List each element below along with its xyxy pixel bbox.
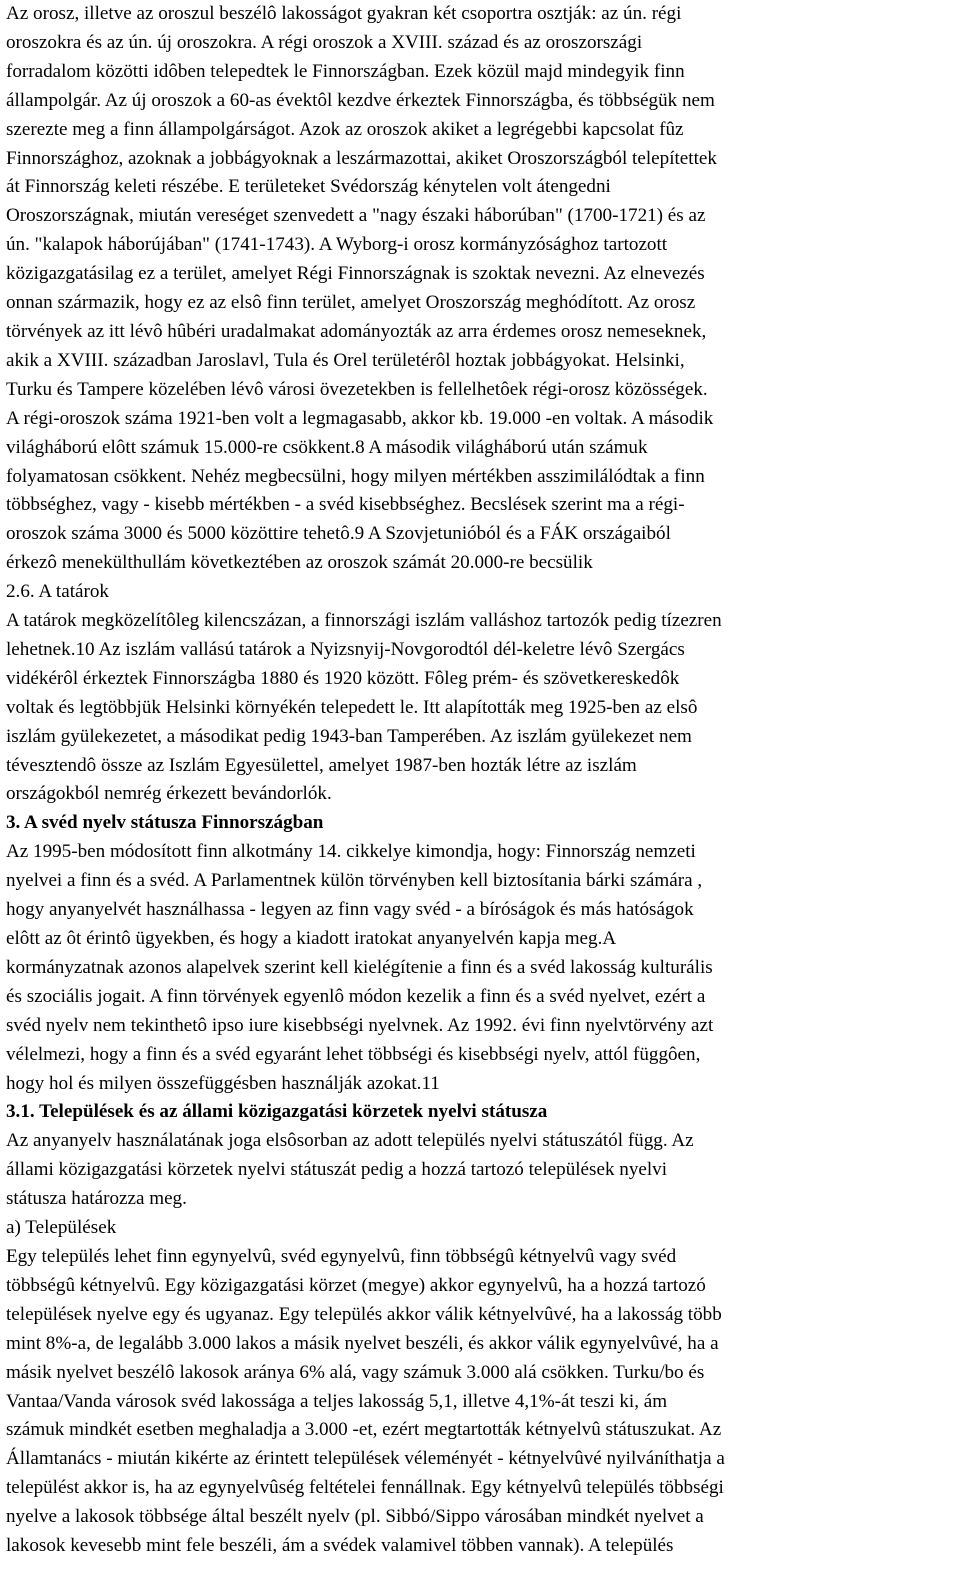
text-line: települések nyelve egy és ugyanaz. Egy település akkor válik kétnyelvûvé, ha a lakosság több xyxy=(6,1303,722,1325)
text-line: svéd nyelv nem tekinthetô ipso iure kisebbségi nyelvnek. Az 1992. évi finn nyelvtörvény azt xyxy=(6,1014,714,1036)
text-line: szerezte meg a finn állampolgárságot. Azok az oroszok akiket a legrégebbi kapcsolat fûz xyxy=(6,118,684,140)
text-line: iszlám gyülekezetet, a másodikat pedig 1943-ban Tamperében. Az iszlám gyülekezet nem xyxy=(6,725,692,747)
text-line: oroszokra és az ún. új oroszokra. A régi oroszok a XVIII. század és az oroszországi xyxy=(6,31,643,53)
section-heading-line: 3. A svéd nyelv státusza Finnországban xyxy=(6,812,324,834)
text-line: országokból nemrég érkezett bevándorlók. xyxy=(6,783,332,805)
text-line: elôtt az ôt érintô ügyekben, és hogy a kiadott iratokat anyanyelvén kapja meg.A xyxy=(6,928,617,949)
text-line: hogy anyanyelvét használhassa - legyen az finn vagy svéd - a bíróságok és más hatóságok xyxy=(6,899,694,921)
text-line: A régi-oroszok száma 1921-ben volt a legmagasabb, akkor kb. 19.000 -en voltak. A második xyxy=(6,407,714,429)
text-line: érkezô menekülthullám következtében az oroszok számát 20.000-re becsülik xyxy=(6,552,593,574)
text-line: át Finnország keleti részébe. E területeket Svédország kénytelen volt átengedni xyxy=(6,176,611,198)
text-line: többségû kétnyelvû. Egy közigazgatási körzet (megye) akkor egynyelvû, ha a hozzá tartozó xyxy=(6,1274,706,1296)
text-line: mint 8%-a, de legalább 3.000 lakos a másik nyelvet beszéli, és akkor válik egynyelvûvé, ha a xyxy=(6,1332,719,1354)
text-line: folyamatosan csökkent. Nehéz megbecsülni, hogy milyen mértékben asszimilálódtak a finn xyxy=(6,465,705,487)
text-line: állampolgár. Az új oroszok a 60-as évektôl kezdve érkeztek Finnországba, és többségük nem xyxy=(6,89,715,111)
text-line: Oroszországnak, miután vereséget szenvedett a "nagy északi háborúban" (1700-1721) és az xyxy=(6,205,706,227)
text-line: települést akkor is, ha az egynyelvûség feltételei fennállnak. Egy kétnyelvû település többségi xyxy=(6,1477,724,1499)
text-line: Államtanács - miután kikérte az érintett települések véleményét - kétnyelvûvé nyilváníthatja a xyxy=(6,1448,725,1470)
document-page xyxy=(6,0,956,1561)
text-line: nyelve a lakosok többsége által beszélt nyelv (pl. Sibbó/Sippo városában mindkét nyelvet a xyxy=(6,1506,704,1528)
text-line: kormányzatnak azonos alapelvek szerint kell kielégítenie a finn és a svéd lakosság kulturális xyxy=(6,956,713,978)
text-line: nyelvei a finn és a svéd. A Parlamentnek külön törvényben kell biztosítania bárki számára , xyxy=(6,870,703,892)
text-line: forradalom közötti idôben telepedtek le Finnországban. Ezek közül majd mindegyik finn xyxy=(6,60,685,82)
text-line: közigazgatásilag ez a terület, amelyet Régi Finnországnak is szoktak nevezni. Az elnevezés xyxy=(6,263,705,285)
text-line: vidékérôl érkeztek Finnországba 1880 és 1920 között. Fôleg prém- és szövetkereskedôk xyxy=(6,667,680,689)
text-line: ún. "kalapok háborújában" (1741-1743). A Wyborg-i orosz kormányzósághoz tartozott xyxy=(6,234,668,256)
text-line: Finnországhoz, azoknak a jobbágyoknak a leszármazottai, akiket Oroszországból telepítettek xyxy=(6,147,717,169)
text-line: Egy település lehet finn egynyelvû, svéd egynyelvû, finn többségû kétnyelvû vagy svéd xyxy=(6,1245,677,1267)
text-line: Az anyanyelv használatának joga elsôsorban az adott település nyelvi státuszától függ. Az xyxy=(6,1130,694,1152)
text-line: számuk mindkét esetben meghaladja a 3.000 -et, ezért megtartották kétnyelvû státuszukat. Az xyxy=(6,1419,722,1441)
text-line: hogy hol és milyen összefüggésben használják azokat.11 xyxy=(6,1072,440,1094)
text-line: és szociális jogait. A finn törvények egyenlô módon kezelik a finn és a svéd nyelvet, ezért a xyxy=(6,985,706,1007)
text-line: világháború elôtt számuk 15.000-re csökkent.8 A második világháború után számuk xyxy=(6,436,648,458)
text-line: többséghez, vagy - kisebb mértékben - a svéd kisebbséghez. Becslések szerint ma a régi- xyxy=(6,494,685,516)
text-line: A tatárok megközelítôleg kilencszázan, a finnországi iszlám valláshoz tartozók pedig tízezren xyxy=(6,610,722,632)
text-line: másik nyelvet beszélô lakosok aránya 6% alá, vagy számuk 3.000 alá csökken. Turku/bo és xyxy=(6,1361,705,1383)
text-line: voltak és legtöbbjük Helsinki környékén telepedett le. Itt alapították meg 1925-ben az elsô xyxy=(6,696,698,718)
text-line: Az orosz, illetve az oroszul beszélô lakosságot gyakran két csoportra osztják: az ún. régi xyxy=(6,3,682,24)
text-line: 2.6. A tatárok xyxy=(6,581,109,603)
section-heading-line: 3.1. Települések és az állami közigazgatási körzetek nyelvi státusza xyxy=(6,1101,548,1123)
text-line: tévesztendô össze az Iszlám Egyesülettel, amelyet 1987-ben hozták létre az iszlám xyxy=(6,754,637,776)
text-line: állami közigazgatási körzetek nyelvi státuszát pedig a hozzá tartozó települések nyelvi xyxy=(6,1159,668,1181)
text-line: onnan származik, hogy ez az elsô finn terület, amelyet Oroszország meghódított. Az orosz xyxy=(6,292,696,314)
text-line: Az 1995-ben módosított finn alkotmány 14. cikkelye kimondja, hogy: Finnország nemzeti xyxy=(6,841,696,863)
text-line: lakosok kevesebb mint fele beszéli, ám a svédek valamivel többen vannak). A település xyxy=(6,1535,674,1557)
text-line: Turku és Tampere közelében lévô városi övezetekben is fellelhetôek régi-orosz közösségek. xyxy=(6,378,708,400)
text-line: státusza határozza meg. xyxy=(6,1188,187,1210)
text-line: lehetnek.10 Az iszlám vallású tatárok a Nyizsnyij-Novgorodtól dél-keletre lévô Szergács xyxy=(6,638,685,660)
text-line: törvények az itt lévô hûbéri uradalmakat adományozták az arra érdemes orosz nemeseknek, xyxy=(6,320,707,342)
text-line: oroszok száma 3000 és 5000 közöttire tehetô.9 A Szovjetunióból és a FÁK országaiból xyxy=(6,523,671,545)
text-line: Vantaa/Vanda városok svéd lakossága a teljes lakosság 5,1, illetve 4,1%-át teszi ki, ám xyxy=(6,1390,668,1412)
text-line: a) Települések xyxy=(6,1217,117,1239)
text-line: akik a XVIII. században Jaroslavl, Tula és Orel területérôl hoztak jobbágyokat. Helsinki, xyxy=(6,349,685,371)
text-line: vélelmezi, hogy a finn és a svéd egyaránt lehet többségi és kisebbségi nyelv, attól függôen, xyxy=(6,1043,701,1065)
